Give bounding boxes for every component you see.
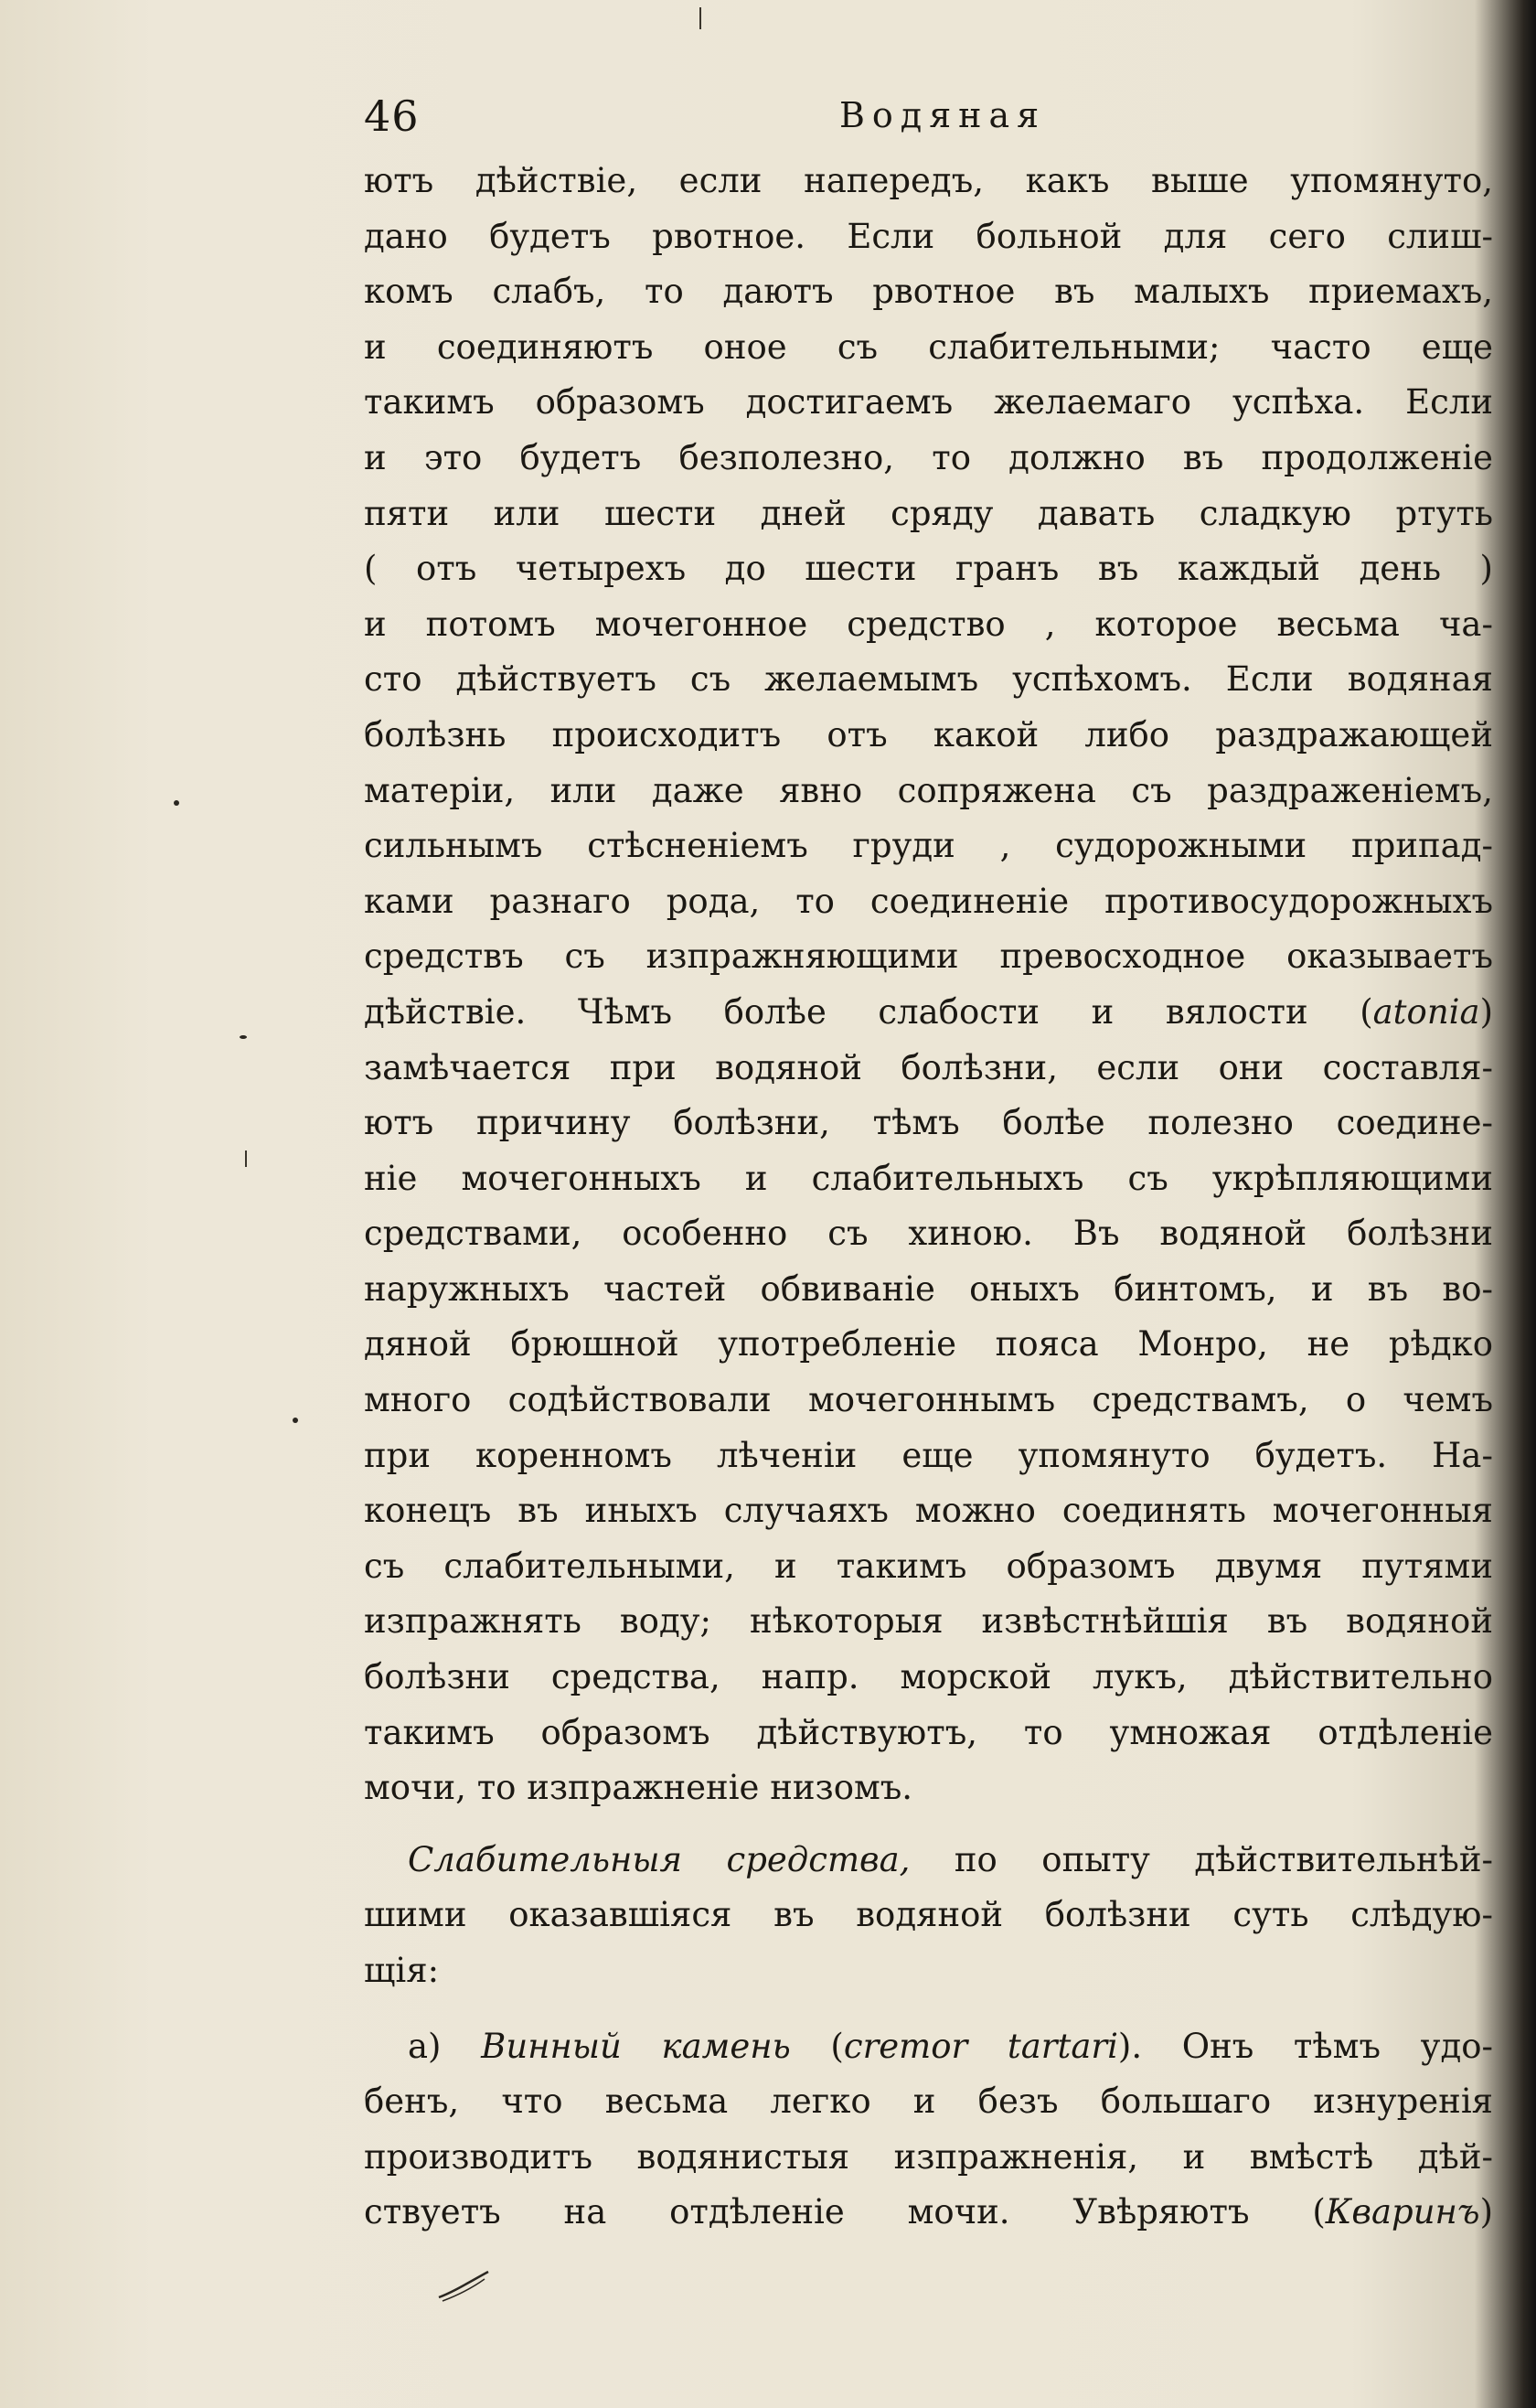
paragraph-2 <box>364 1833 1493 1999</box>
text-line: средствами, особенно съ хиною. Въ водяной болѣзни <box>364 1214 1493 1254</box>
paragraph-1 <box>364 154 1493 1816</box>
text-fragment: ) <box>1479 991 1493 1032</box>
text-line: и соединяютъ оное съ слабительными; часто еще <box>364 326 1493 367</box>
text-line-indented <box>364 1833 1493 1889</box>
text-line: ( отъ четырехъ до шести гранъ въ каждый день ) <box>364 549 1493 589</box>
paragraph-gap <box>364 1999 1493 2019</box>
text-line: много содѣйствовали мочегоннымъ средствамъ, о чемъ <box>364 1380 1493 1420</box>
margin-speck <box>245 1150 247 1167</box>
text-line: болѣзни средства, напр. морской лукъ, дѣйствительно <box>364 1657 1493 1697</box>
text-line: бенъ, что весьма легко и безъ большаго изнуренія <box>364 2082 1493 2122</box>
text-line: ками разнаго рода, то соединеніе противосудорожныхъ <box>364 881 1493 921</box>
running-head: Водяная <box>839 95 1047 135</box>
text-line: производитъ водянистыя изпражненія, и вмѣстѣ дѣй- <box>364 2136 1493 2177</box>
text-fragment: ( <box>790 2026 844 2066</box>
text-line: болѣзнь происходитъ отъ какой либо раздражающей <box>364 714 1493 755</box>
text-line: ютъ причину болѣзни, тѣмъ болѣе полезно соедине- <box>364 1103 1493 1143</box>
text-line: пяти или шести дней сряду давать сладкую ртуть <box>364 493 1493 533</box>
margin-speck <box>293 1418 298 1423</box>
text-line-last: мочи, то изпражненіе низомъ. <box>364 1768 913 1808</box>
page-number: 46 <box>364 91 420 141</box>
text-line: сто дѣйствуетъ съ желаемымъ успѣхомъ. Если водяная <box>364 659 1493 700</box>
paragraph-gap <box>364 1816 1493 1833</box>
margin-speck <box>240 1035 247 1039</box>
text-line: шими оказавшіяся въ водяной болѣзни суть слѣдую- <box>364 1895 1493 1935</box>
text-line: и это будетъ безполезно, то должно въ продолженіе <box>364 437 1493 477</box>
text-line-last: щія: <box>364 1951 440 1990</box>
text-line: съ слабительными, и такимъ образомъ двумя путями <box>364 1546 1493 1586</box>
text-fragment: ). Онъ тѣмъ удо- <box>1117 2026 1493 2066</box>
latin-term: cremor tartari <box>843 2026 1118 2066</box>
text-fragment: по опыту дѣйствительнѣй- <box>910 1839 1493 1879</box>
text-line: ютъ дѣйствіе, если напередъ, какъ выше упомянуто, <box>364 161 1493 200</box>
text-fragment: дѣйствіе. Чѣмъ болѣе слабости и вялости ( <box>364 991 1373 1032</box>
text-line: изпражнять воду; нѣкоторыя извѣстнѣйшія въ водяной <box>364 1601 1493 1642</box>
margin-speck <box>699 7 701 29</box>
latin-term: atonia <box>1372 991 1480 1032</box>
text-line <box>364 2185 1493 2241</box>
text-line: наружныхъ частей обвиваніе оныхъ бинтомъ, и въ во- <box>364 1268 1493 1309</box>
text-line: конецъ въ иныхъ случаяхъ можно соединять мочегонныя <box>364 1491 1493 1531</box>
remedy-name: Винный камень <box>481 2026 791 2066</box>
text-line: дяной брюшной употребленіе пояса Монро, не рѣдко <box>364 1324 1493 1365</box>
author-name: Кваринъ <box>1325 2192 1480 2232</box>
text-line: средствъ съ изпражняющими превосходное оказываетъ <box>364 936 1493 977</box>
text-line: ніе мочегонныхъ и слабительныхъ съ укрѣпляющими <box>364 1158 1493 1198</box>
text-line: дано будетъ рвотное. Если больной для сего слиш- <box>364 216 1493 256</box>
text-line: и потомъ мочегонное средство , которое весьма ча- <box>364 604 1493 644</box>
page-header <box>364 91 1498 146</box>
pen-scribble <box>437 2266 492 2303</box>
text-line: сильнымъ стѣсненіемъ груди , судорожными припад- <box>364 826 1493 866</box>
text-line: замѣчается при водяной болѣзни, если они составля- <box>364 1047 1493 1087</box>
text-line: матеріи, или даже явно сопряжена съ раздраженіемъ, <box>364 770 1493 810</box>
text-line: комъ слабъ, то даютъ рвотное въ малыхъ приемахъ, <box>364 272 1493 312</box>
text-line: при коренномъ лѣченіи еще упомянуто будетъ. На- <box>364 1435 1493 1475</box>
text-line-atonia <box>364 985 1493 1041</box>
item-marker: a) <box>408 2026 442 2066</box>
text-line-indented <box>364 2019 1493 2075</box>
text-fragment: ) <box>1479 2192 1493 2232</box>
section-term: Слабительныя средства, <box>408 1839 911 1879</box>
margin-speck <box>174 800 179 806</box>
text-fragment: ствуетъ на отдѣленіе мочи. Увѣряютъ ( <box>364 2192 1326 2232</box>
list-item-a <box>364 2019 1493 2241</box>
text-line: такимъ образомъ дѣйствуютъ, то умножая отдѣленіе <box>364 1712 1493 1752</box>
body-text <box>364 154 1493 2241</box>
text-line: такимъ образомъ достигаемъ желаемаго успѣха. Если <box>364 382 1493 423</box>
